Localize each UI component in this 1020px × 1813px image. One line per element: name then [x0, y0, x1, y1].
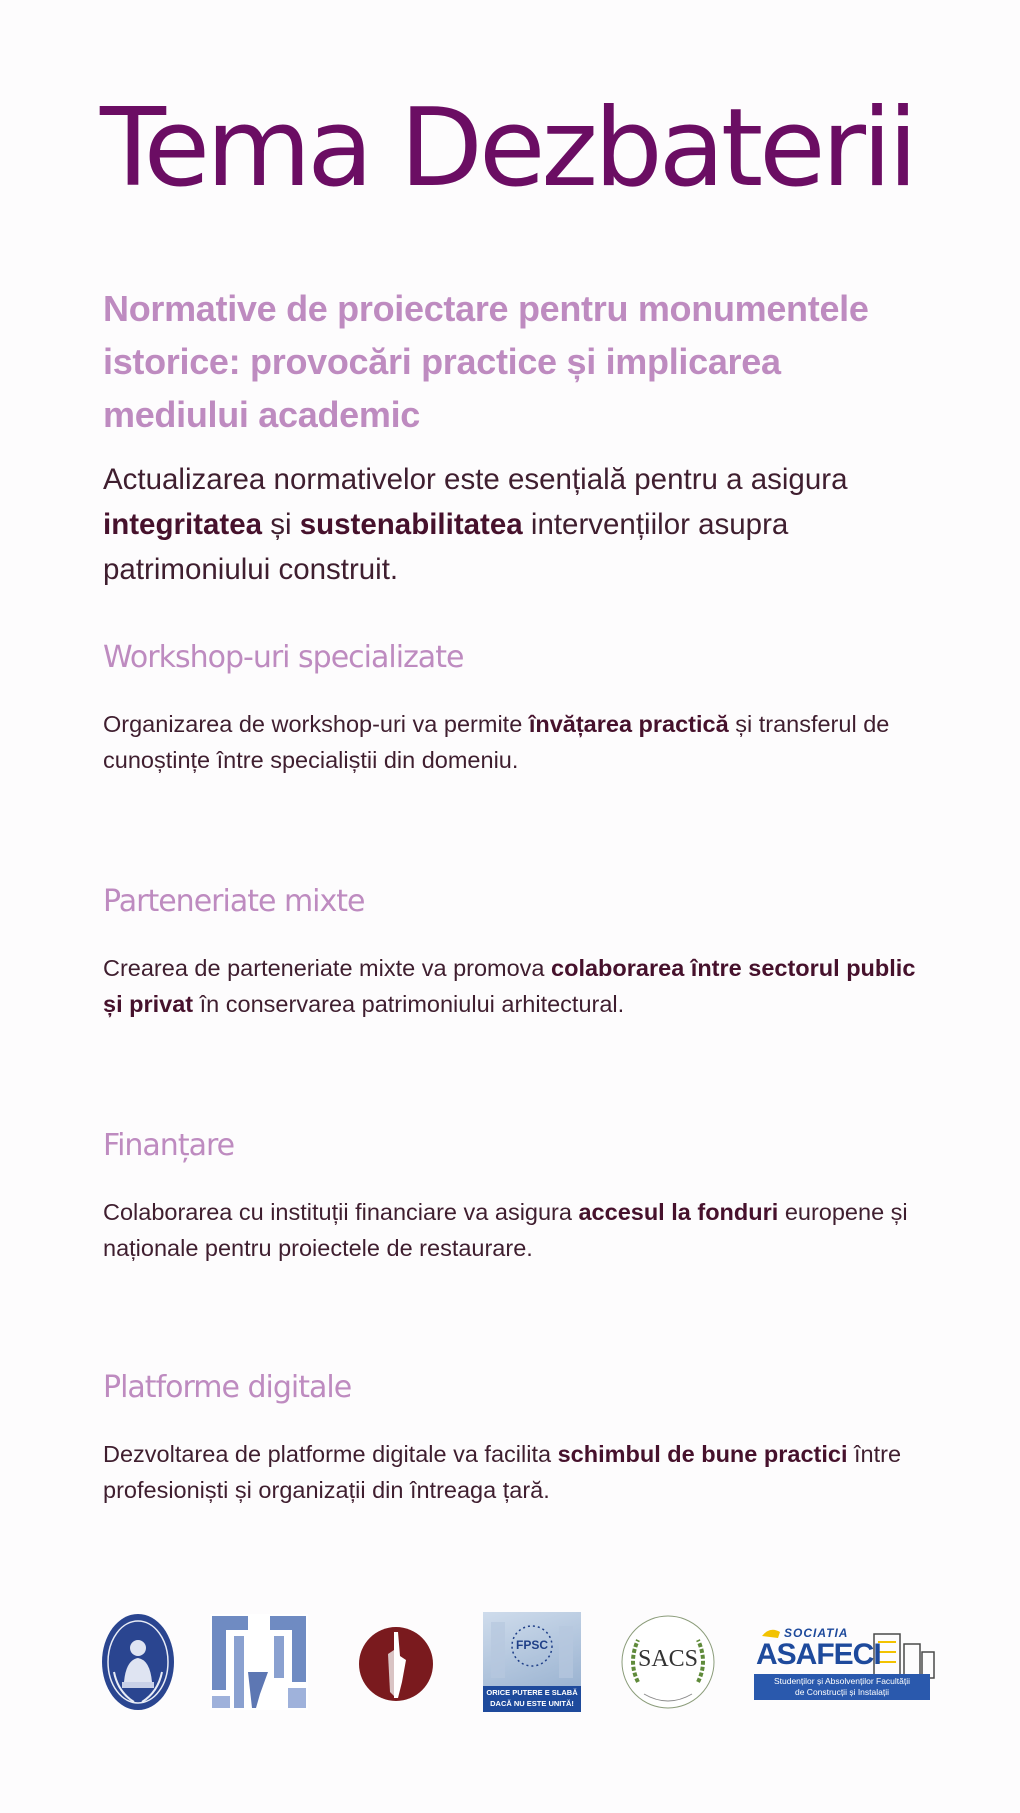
asafeci-logo [754, 1622, 940, 1702]
fpsc-logo [483, 1612, 581, 1712]
section-heading-funding: Finanțare [103, 1128, 235, 1163]
university-seal-logo [100, 1612, 176, 1717]
intro-paragraph: Actualizarea normativelor este esențială pentru a asigura integritatea și sustenabilitatea intervențiilor asupra patrimoniului construit. [103, 463, 848, 586]
fpsc-motto-line-1: ORICE PUTERE E SLABĂ [486, 1688, 578, 1697]
sacs-logo [618, 1612, 718, 1712]
fpsc-name: FPSC [515, 1638, 548, 1652]
page-title: Tema Dezbaterii [100, 86, 915, 211]
fpsc-motto-line-2: DACĂ NU ESTE UNITĂ! [490, 1699, 574, 1708]
intro-emphasis-sustainability: sustenabilitatea [299, 508, 523, 541]
section-body-workshops: Organizarea de workshop-uri va permite învățarea practică și transferul de cunoștințe între specialiștii din domeniu. [103, 711, 890, 773]
section-body-funding: Colaborarea cu instituții financiare va asigura accesul la fonduri europene și naționale pentru proiectele de restaurare. [103, 1199, 908, 1261]
asafeci-name: ASAFECI [756, 1638, 881, 1671]
section-body-partnerships: Crearea de parteneriate mixte va promova colaborarea între sectorul public și privat în conservarea patrimoniului arhitectural. [103, 955, 916, 1017]
section-heading-digital: Platforme digitale [103, 1370, 352, 1405]
asafeci-line-1: Studenților și Absolvenților Facultății [773, 1676, 911, 1686]
partner-logos [100, 1612, 940, 1722]
sacs-name: SACS [637, 1646, 699, 1672]
architecture-faculty-logo [208, 1612, 310, 1717]
section-heading-workshops: Workshop-uri specializate [103, 640, 464, 675]
section-body-digital: Dezvoltarea de platforme digitale va facilita schimbul de bune practici între profesioniști și organizații din întreaga țară. [103, 1441, 902, 1503]
intro-emphasis-integrity: integritatea [103, 508, 263, 541]
asafeci-line-2: de Construcții și Instalații [794, 1687, 889, 1697]
section-heading-partnerships: Parteneriate mixte [103, 884, 365, 919]
red-circle-logo [358, 1626, 434, 1707]
debate-subtitle: Normative de proiectare pentru monumentele istorice: provocări practice și implicarea mediului academic [103, 288, 869, 435]
asafeci-top-word: SOCIATIA [784, 1626, 849, 1640]
